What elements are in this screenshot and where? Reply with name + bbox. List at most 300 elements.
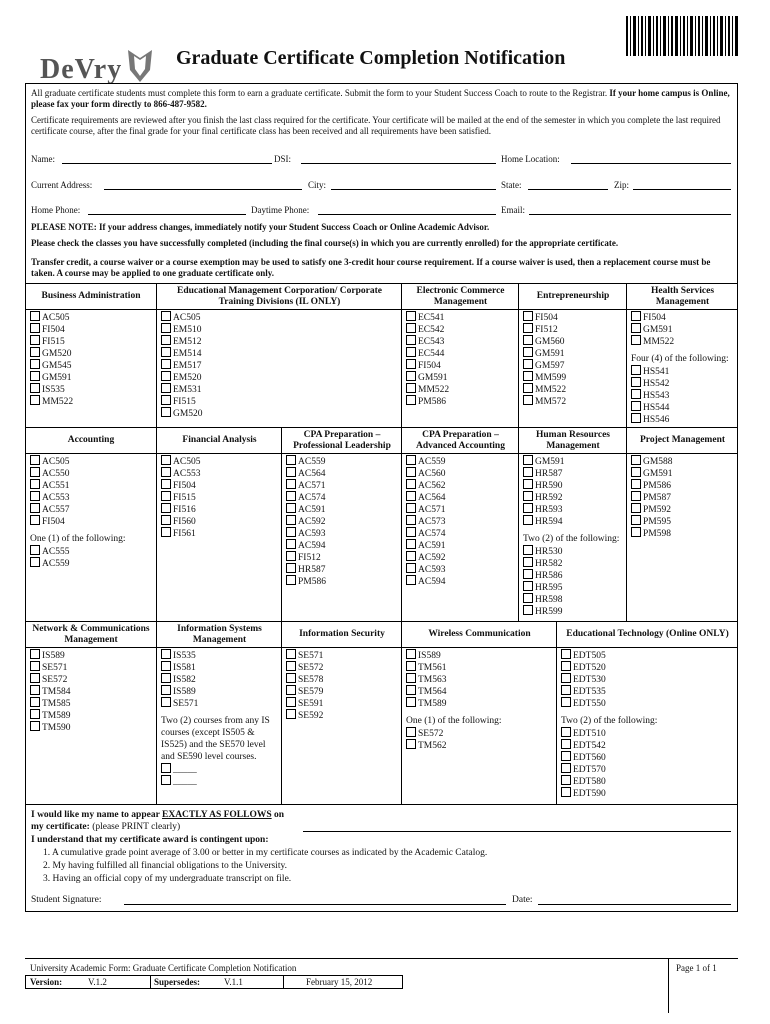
course-code: FI515: [173, 397, 196, 407]
checkbox[interactable]: [30, 685, 40, 695]
checkbox[interactable]: [286, 673, 296, 683]
checkbox[interactable]: [161, 359, 171, 369]
course-checkbox-item[interactable]: [286, 575, 326, 588]
checkbox[interactable]: [523, 581, 533, 591]
checkbox[interactable]: [631, 389, 641, 399]
course-code: SE591: [298, 699, 324, 709]
course-code: MM522: [418, 385, 450, 395]
course-code: FI560: [173, 517, 196, 527]
version-value: V.1.2: [88, 977, 107, 987]
daytime-phone-input[interactable]: [318, 214, 496, 215]
course-code: EDT580: [573, 777, 606, 787]
certificate-column: [518, 284, 627, 428]
certificate-header: Financial Analysis: [182, 435, 257, 445]
checkbox[interactable]: [631, 401, 641, 411]
checkbox[interactable]: [161, 527, 171, 537]
checkbox[interactable]: [286, 467, 296, 477]
checkbox[interactable]: [631, 365, 641, 375]
checkbox[interactable]: [523, 347, 533, 357]
checkbox[interactable]: [631, 467, 641, 477]
checkbox[interactable]: [30, 347, 40, 357]
course-code: AC593: [418, 565, 446, 575]
checkbox[interactable]: [523, 605, 533, 615]
checkbox[interactable]: [30, 661, 40, 671]
checkbox[interactable]: [161, 661, 171, 671]
checkbox[interactable]: [30, 395, 40, 405]
checkbox[interactable]: [406, 661, 416, 671]
course-code: SE572: [418, 729, 444, 739]
course-code: SE571: [42, 663, 68, 673]
checkbox[interactable]: [406, 515, 416, 525]
checkbox[interactable]: [161, 383, 171, 393]
home-location-label: Home Location:: [501, 154, 560, 164]
course-code: EDT530: [573, 675, 606, 685]
condition-1: 1. A cumulative grade point average of 3.00 or better in my certificate courses as indicated by the Academic Catalog.: [43, 848, 488, 858]
footer-date: February 15, 2012: [306, 977, 373, 987]
course-code: SE592: [298, 711, 324, 721]
course-code: AC559: [298, 457, 326, 467]
intro-paragraph-2: Certificate requirements are reviewed after you finish the last class required for the certificate. Your certificate will be mailed at the end of the semester in which you complete the last required certificate course, after the final grade for your final certificate class has been received and all requirements have been satisfied.: [31, 115, 721, 136]
checkbox[interactable]: [523, 311, 533, 321]
dsi-input[interactable]: [301, 163, 496, 164]
elective-blank[interactable]: _____: [173, 777, 197, 787]
version-label: Version:: [30, 977, 63, 987]
course-checkbox-item[interactable]: [161, 697, 198, 710]
course-code: AC574: [418, 529, 446, 539]
checkbox[interactable]: [406, 479, 416, 489]
checkbox[interactable]: [631, 491, 641, 501]
current-address-input[interactable]: [104, 189, 302, 190]
course-code: HR595: [535, 583, 563, 593]
course-checkbox-item[interactable]: [631, 527, 671, 540]
grid-row-1: [26, 283, 737, 428]
checkbox[interactable]: [30, 721, 40, 731]
checkbox[interactable]: [30, 455, 40, 465]
checkbox[interactable]: [406, 727, 416, 737]
checkbox[interactable]: [286, 563, 296, 573]
checkbox[interactable]: [406, 383, 416, 393]
checkbox[interactable]: [406, 539, 416, 549]
course-code: HR530: [535, 547, 563, 557]
checkbox[interactable]: [161, 467, 171, 477]
checkbox[interactable]: [406, 371, 416, 381]
selection-note: Two (2) of the following:: [523, 534, 620, 544]
selection-note: One (1) of the following:: [406, 716, 502, 726]
name-input[interactable]: [62, 163, 272, 164]
certificate-header: Entrepreneurship: [536, 291, 610, 301]
course-checkbox-item[interactable]: [161, 527, 196, 540]
checkbox[interactable]: [161, 775, 171, 785]
course-code: HR592: [535, 493, 563, 503]
checkbox[interactable]: [406, 527, 416, 537]
signature-input[interactable]: [124, 904, 506, 905]
course-code: AC559: [42, 559, 70, 569]
checkbox[interactable]: [30, 673, 40, 683]
checkbox[interactable]: [561, 673, 571, 683]
state-label: State:: [501, 180, 522, 190]
checkbox[interactable]: [561, 751, 571, 761]
checkbox[interactable]: [30, 359, 40, 369]
checkbox[interactable]: [523, 491, 533, 501]
course-code: MM599: [535, 373, 567, 383]
course-code: FI512: [298, 553, 321, 563]
checkbox[interactable]: [406, 311, 416, 321]
checkbox[interactable]: [30, 649, 40, 659]
home-location-input[interactable]: [571, 163, 731, 164]
checkbox[interactable]: [523, 455, 533, 465]
checkbox[interactable]: [523, 503, 533, 513]
course-code: EDT505: [573, 651, 606, 661]
course-checkbox-item[interactable]: [631, 413, 669, 426]
course-code: EDT535: [573, 687, 606, 697]
course-code: FI504: [173, 481, 196, 491]
course-code: IS582: [173, 675, 196, 685]
certificate-column: [281, 622, 402, 805]
date-label: Date:: [512, 895, 533, 905]
city-input[interactable]: [331, 189, 496, 190]
checkbox[interactable]: [286, 491, 296, 501]
course-code: PM586: [298, 577, 326, 587]
course-code: AC594: [418, 577, 446, 587]
elective-blank[interactable]: _____: [173, 765, 197, 775]
elective-blank-item[interactable]: [161, 775, 197, 788]
course-code: AC574: [298, 493, 326, 503]
email-label: Email:: [501, 205, 525, 215]
checkbox[interactable]: [561, 697, 571, 707]
course-code: HR582: [535, 559, 563, 569]
checkbox[interactable]: [286, 527, 296, 537]
checkbox[interactable]: [406, 395, 416, 405]
devry-shield-icon: [124, 48, 156, 84]
course-checkbox-item[interactable]: [286, 709, 323, 722]
course-code: SE578: [298, 675, 324, 685]
checkbox[interactable]: [286, 661, 296, 671]
checkbox[interactable]: [406, 697, 416, 707]
checkbox[interactable]: [161, 697, 171, 707]
page-divider: [668, 958, 669, 1013]
checkbox[interactable]: [523, 383, 533, 393]
course-code: EDT570: [573, 765, 606, 775]
checkbox[interactable]: [561, 685, 571, 695]
checkbox[interactable]: [161, 311, 171, 321]
checkbox[interactable]: [523, 479, 533, 489]
certificate-header: Electronic Commerce Management: [416, 285, 505, 307]
course-checkbox-item[interactable]: [406, 739, 447, 752]
zip-input[interactable]: [633, 189, 731, 190]
checkbox[interactable]: [161, 673, 171, 683]
course-checkbox-item[interactable]: [30, 557, 69, 570]
course-checkbox-item[interactable]: [523, 515, 562, 528]
daytime-phone-label: Daytime Phone:: [251, 205, 310, 215]
course-code: HR587: [298, 565, 326, 575]
checkbox[interactable]: [561, 739, 571, 749]
selection-note: Two (2) of the following:: [561, 716, 658, 726]
checkbox[interactable]: [286, 685, 296, 695]
course-code: TM589: [418, 699, 447, 709]
certificate-header: Network & Communications Management: [32, 623, 150, 645]
checkbox[interactable]: [523, 371, 533, 381]
checkbox[interactable]: [286, 551, 296, 561]
certificate-header: Educational Management Corporation/ Corporate Training Divisions (IL ONLY): [176, 285, 383, 307]
checkbox[interactable]: [161, 515, 171, 525]
course-code: EM514: [173, 349, 202, 359]
course-checkbox-item[interactable]: [631, 335, 674, 348]
course-code: SE572: [42, 675, 68, 685]
checkbox[interactable]: [406, 551, 416, 561]
checkbox[interactable]: [406, 649, 416, 659]
checkbox[interactable]: [406, 563, 416, 573]
devry-logo: [40, 48, 156, 84]
checkbox[interactable]: [30, 503, 40, 513]
barcode-icon: [626, 16, 738, 56]
checkbox[interactable]: [561, 763, 571, 773]
course-code: IS535: [173, 651, 196, 661]
footer-sep: [150, 976, 151, 988]
course-checkbox-item[interactable]: [30, 395, 73, 408]
course-code: AC571: [298, 481, 326, 491]
checkbox[interactable]: [561, 661, 571, 671]
certificate-header: CPA Preparation – Advanced Accounting: [416, 429, 505, 451]
checkbox[interactable]: [406, 455, 416, 465]
course-code: EM512: [173, 337, 202, 347]
checkbox[interactable]: [286, 649, 296, 659]
course-checkbox-item[interactable]: [161, 407, 203, 420]
course-code: AC557: [42, 505, 70, 515]
logo-text: DeVry: [40, 54, 123, 85]
course-checkbox-item[interactable]: [523, 395, 566, 408]
checkbox[interactable]: [286, 539, 296, 549]
checkbox[interactable]: [30, 479, 40, 489]
footer-version-box: [25, 975, 403, 989]
course-code: EM520: [173, 373, 202, 383]
course-code: FI561: [173, 529, 196, 539]
selection-note: Two (2) courses from any IS courses (except IS505 & IS525) and the SE570 level and SE590 level courses.: [161, 716, 270, 762]
checkbox[interactable]: [30, 467, 40, 477]
checkbox[interactable]: [286, 515, 296, 525]
course-code: TM589: [42, 711, 71, 721]
course-checkbox-item[interactable]: [406, 697, 447, 710]
address-change-note: PLEASE NOTE: If your address changes, immediately notify your Student Success Coach or Online Academic Advisor.: [31, 222, 490, 232]
certificate-grid: [26, 283, 737, 804]
course-code: TM562: [418, 741, 447, 751]
course-code: PM595: [643, 517, 671, 527]
course-code: AC592: [418, 553, 446, 563]
course-code: GM591: [42, 373, 72, 383]
course-code: HR594: [535, 517, 563, 527]
certificate-name-input[interactable]: [303, 831, 731, 832]
checkbox[interactable]: [161, 395, 171, 405]
course-code: EDT520: [573, 663, 606, 673]
name-label: Name:: [31, 154, 55, 164]
checkbox[interactable]: [406, 575, 416, 585]
checkbox[interactable]: [631, 335, 641, 345]
checkbox[interactable]: [161, 335, 171, 345]
intro-paragraph-1: All graduate certificate students must complete this form to earn a graduate certificate. Submit the form to your Student Success Coach to route to the Registrar. If your home campus is Online, please fax your form directly to 866-487-9582.: [31, 88, 730, 109]
checkbox[interactable]: [406, 739, 416, 749]
checkbox[interactable]: [161, 407, 171, 417]
course-code: MM522: [42, 397, 74, 407]
course-code: AC550: [42, 469, 70, 479]
checkbox[interactable]: [631, 515, 641, 525]
checkbox[interactable]: [30, 383, 40, 393]
certificate-column: [401, 622, 557, 805]
course-code: HR586: [535, 571, 563, 581]
course-checkbox-item[interactable]: [30, 515, 65, 528]
course-code: AC551: [42, 481, 70, 491]
checkbox[interactable]: [30, 515, 40, 525]
checkbox[interactable]: [561, 787, 571, 797]
checkbox[interactable]: [523, 335, 533, 345]
checkbox[interactable]: [523, 593, 533, 603]
course-code: AC555: [42, 547, 70, 557]
checkbox[interactable]: [406, 335, 416, 345]
checkbox[interactable]: [30, 545, 40, 555]
course-code: FI516: [173, 505, 196, 515]
course-checkbox-item[interactable]: [30, 721, 71, 734]
name-appearance-line1: I would like my name to appear EXACTLY AS FOLLOWS on: [31, 810, 285, 820]
checkbox[interactable]: [523, 569, 533, 579]
checkbox[interactable]: [406, 673, 416, 683]
checkbox[interactable]: [161, 479, 171, 489]
home-phone-input[interactable]: [88, 214, 246, 215]
checkbox[interactable]: [30, 697, 40, 707]
certificate-column: [626, 284, 738, 428]
course-code: TM584: [42, 687, 71, 697]
course-code: HS543: [643, 391, 670, 401]
course-checkbox-item[interactable]: [523, 605, 562, 618]
checkbox[interactable]: [286, 575, 296, 585]
checkbox[interactable]: [161, 491, 171, 501]
course-code: GM520: [173, 409, 203, 419]
course-code: HS544: [643, 403, 670, 413]
checkbox[interactable]: [406, 503, 416, 513]
checkbox[interactable]: [30, 311, 40, 321]
email-input[interactable]: [529, 214, 731, 215]
checkbox[interactable]: [161, 685, 171, 695]
checkbox[interactable]: [286, 455, 296, 465]
checkbox[interactable]: [30, 557, 40, 567]
checkbox[interactable]: [631, 413, 641, 423]
certificate-header: Business Administration: [41, 291, 141, 301]
checkbox[interactable]: [30, 491, 40, 501]
course-checkbox-item[interactable]: [406, 395, 446, 408]
checkbox[interactable]: [406, 685, 416, 695]
checkbox[interactable]: [406, 323, 416, 333]
checkbox[interactable]: [523, 359, 533, 369]
certificate-header: CPA Preparation – Professional Leadership: [293, 429, 391, 451]
checkbox[interactable]: [30, 709, 40, 719]
name-appearance-line2: my certificate: (please PRINT clearly): [31, 822, 181, 832]
course-code: GM588: [643, 457, 673, 467]
checkbox[interactable]: [631, 311, 641, 321]
state-input[interactable]: [528, 189, 608, 190]
certificate-column: [156, 622, 282, 805]
certificate-header: Information Systems Management: [177, 623, 262, 645]
checkbox[interactable]: [631, 479, 641, 489]
certificate-header: Health Services Management: [650, 285, 715, 307]
checkbox[interactable]: [161, 455, 171, 465]
course-code: AC560: [418, 469, 446, 479]
checkbox[interactable]: [561, 727, 571, 737]
certificate-header: Human Resources Management: [536, 429, 610, 451]
checkbox[interactable]: [30, 371, 40, 381]
checkbox[interactable]: [406, 359, 416, 369]
checkbox[interactable]: [631, 503, 641, 513]
course-code: GM560: [535, 337, 565, 347]
checkbox[interactable]: [161, 323, 171, 333]
checkbox[interactable]: [523, 323, 533, 333]
supersedes-label: Supersedes:: [154, 977, 201, 987]
checkbox[interactable]: [30, 335, 40, 345]
course-code: GM597: [535, 361, 565, 371]
course-code: TM590: [42, 723, 71, 733]
course-code: EDT550: [573, 699, 606, 709]
certificate-column: [156, 284, 402, 428]
transfer-credit-note: Transfer credit, a course waiver or a course exemption may be used to satisfy one 3-credit hour course requirement. If a course waiver is used, then a replacement course must be taken. A course may be applied to one graduate certificate only.: [31, 257, 711, 278]
grid-row-3: [26, 621, 737, 805]
certificate-header: Accounting: [67, 435, 115, 445]
course-checkbox-item[interactable]: [561, 697, 606, 710]
course-code: AC559: [418, 457, 446, 467]
course-code: SE579: [298, 687, 324, 697]
checkbox[interactable]: [631, 527, 641, 537]
certificate-column: [26, 284, 156, 428]
checkbox[interactable]: [161, 649, 171, 659]
checkbox[interactable]: [406, 467, 416, 477]
checkbox[interactable]: [161, 347, 171, 357]
course-code: HR598: [535, 595, 563, 605]
course-checkbox-item[interactable]: [406, 575, 445, 588]
checkbox[interactable]: [161, 371, 171, 381]
current-address-label: Current Address:: [31, 180, 93, 190]
condition-2: 2. My having fulfilled all financial obligations to the University.: [43, 861, 287, 871]
checkbox[interactable]: [523, 545, 533, 555]
course-code: TM585: [42, 699, 71, 709]
course-code: PM586: [418, 397, 446, 407]
checkbox[interactable]: [161, 763, 171, 773]
checkbox[interactable]: [286, 479, 296, 489]
checkbox[interactable]: [523, 557, 533, 567]
checkbox[interactable]: [161, 503, 171, 513]
checkbox[interactable]: [631, 377, 641, 387]
course-code: IS589: [173, 687, 196, 697]
course-code: IS535: [42, 385, 65, 395]
checkbox[interactable]: [561, 649, 571, 659]
course-code: AC505: [42, 457, 70, 467]
course-code: FI504: [42, 517, 65, 527]
course-code: EDT560: [573, 753, 606, 763]
checkbox[interactable]: [631, 455, 641, 465]
date-input[interactable]: [538, 904, 731, 905]
selection-note: Four (4) of the following:: [631, 354, 729, 364]
checkbox[interactable]: [286, 697, 296, 707]
checkbox[interactable]: [523, 467, 533, 477]
checkbox[interactable]: [561, 775, 571, 785]
checkbox[interactable]: [631, 323, 641, 333]
course-code: SE571: [173, 699, 199, 709]
home-phone-label: Home Phone:: [31, 205, 81, 215]
certificate-column: [626, 428, 738, 622]
checkbox[interactable]: [30, 323, 40, 333]
checkbox[interactable]: [523, 515, 533, 525]
checkbox[interactable]: [406, 491, 416, 501]
checkbox[interactable]: [286, 709, 296, 719]
course-checkbox-item[interactable]: [561, 787, 606, 800]
checkbox[interactable]: [286, 503, 296, 513]
course-code: MM522: [643, 337, 675, 347]
checkbox[interactable]: [523, 395, 533, 405]
checkbox[interactable]: [406, 347, 416, 357]
